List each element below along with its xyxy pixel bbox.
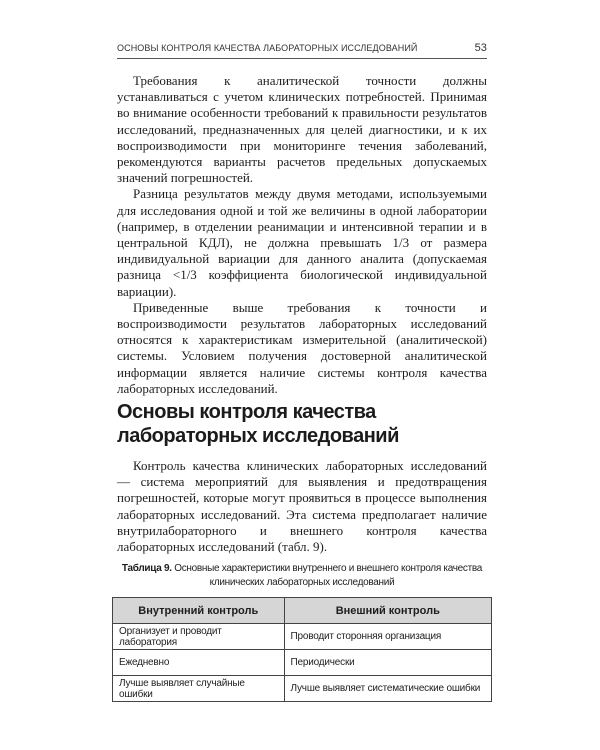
table-caption-label: Таблица 9. (121, 563, 172, 574)
table-row (113, 624, 492, 650)
page-number: 53 (474, 42, 487, 54)
paragraph-measurement-system: Приведенные выше требования к точности и воспроизводимости результатов лабораторных исследований относятся к характеристикам измерительной (аналитической) системы. Условием получения достоверной аналитической информации является наличие системы контроля качества лабораторных исследований. (117, 299, 487, 396)
table-caption (112, 562, 492, 590)
paragraph-quality-control: Контроль качества клинических лабораторных исследований — система мероприятий для выявления и предотвращения погрешностей, которые могут проявиться в процессе выполнения лабораторных исследований. Эта система предполагает наличие внутрилабораторного и внешнего контроля качества лабораторных исследований (табл. 9). (117, 458, 487, 555)
table-row (113, 650, 492, 676)
header-rule (117, 58, 487, 59)
table-row (113, 676, 492, 702)
intro-text-block (117, 73, 487, 397)
table-caption-text: Основные характеристики внутреннего и внешнего контроля качества клинических лабораторных исследований (174, 563, 483, 588)
header-internal-control: Внутренний контроль (113, 598, 285, 624)
running-head-title: ОСНОВЫ КОНТРОЛЯ КАЧЕСТВА ЛАБОРАТОРНЫХ ИССЛЕДОВАНИЙ (117, 43, 418, 53)
section-heading: Основы контроля качества лабораторных исследований (117, 401, 399, 447)
running-head (117, 43, 487, 57)
table-cell: Лучше выявляет случайные ошибки (113, 676, 285, 702)
table-header-row (113, 598, 492, 624)
table-cell: Организует и проводит лаборатория (113, 624, 285, 650)
table-cell: Периодически (284, 650, 491, 676)
paragraph-method-difference: Разница результатов между двумя методами, используемыми для исследования одной и той же величины в одной лаборатории (например, в отделении реанимации и интенсивной терапии и в центральной КДЛ), не должна превышать 1/3 от размера индивидуальной вариации для данного аналита (допускаемая разница <1/3 коэффициента биологической индивидуальной вариации). (117, 186, 487, 299)
header-external-control: Внешний контроль (284, 598, 491, 624)
paragraph-accuracy-requirements: Требования к аналитической точности должны устанавливаться с учетом клинических потребностей. Принимая во внимание особенности требований к правильности результатов исследований, предназначенных для целей диагностики, и к их воспроизводимости при мониторинге течения заболеваний, рекомендуются варианты расчетов предельных допускаемых значений погрешностей. (117, 73, 487, 186)
section-text-block (117, 458, 487, 555)
table-cell: Ежедневно (113, 650, 285, 676)
quality-control-table (112, 597, 492, 702)
table-cell: Лучше выявляет систематические ошибки (284, 676, 491, 702)
table-cell: Проводит сторонняя организация (284, 624, 491, 650)
